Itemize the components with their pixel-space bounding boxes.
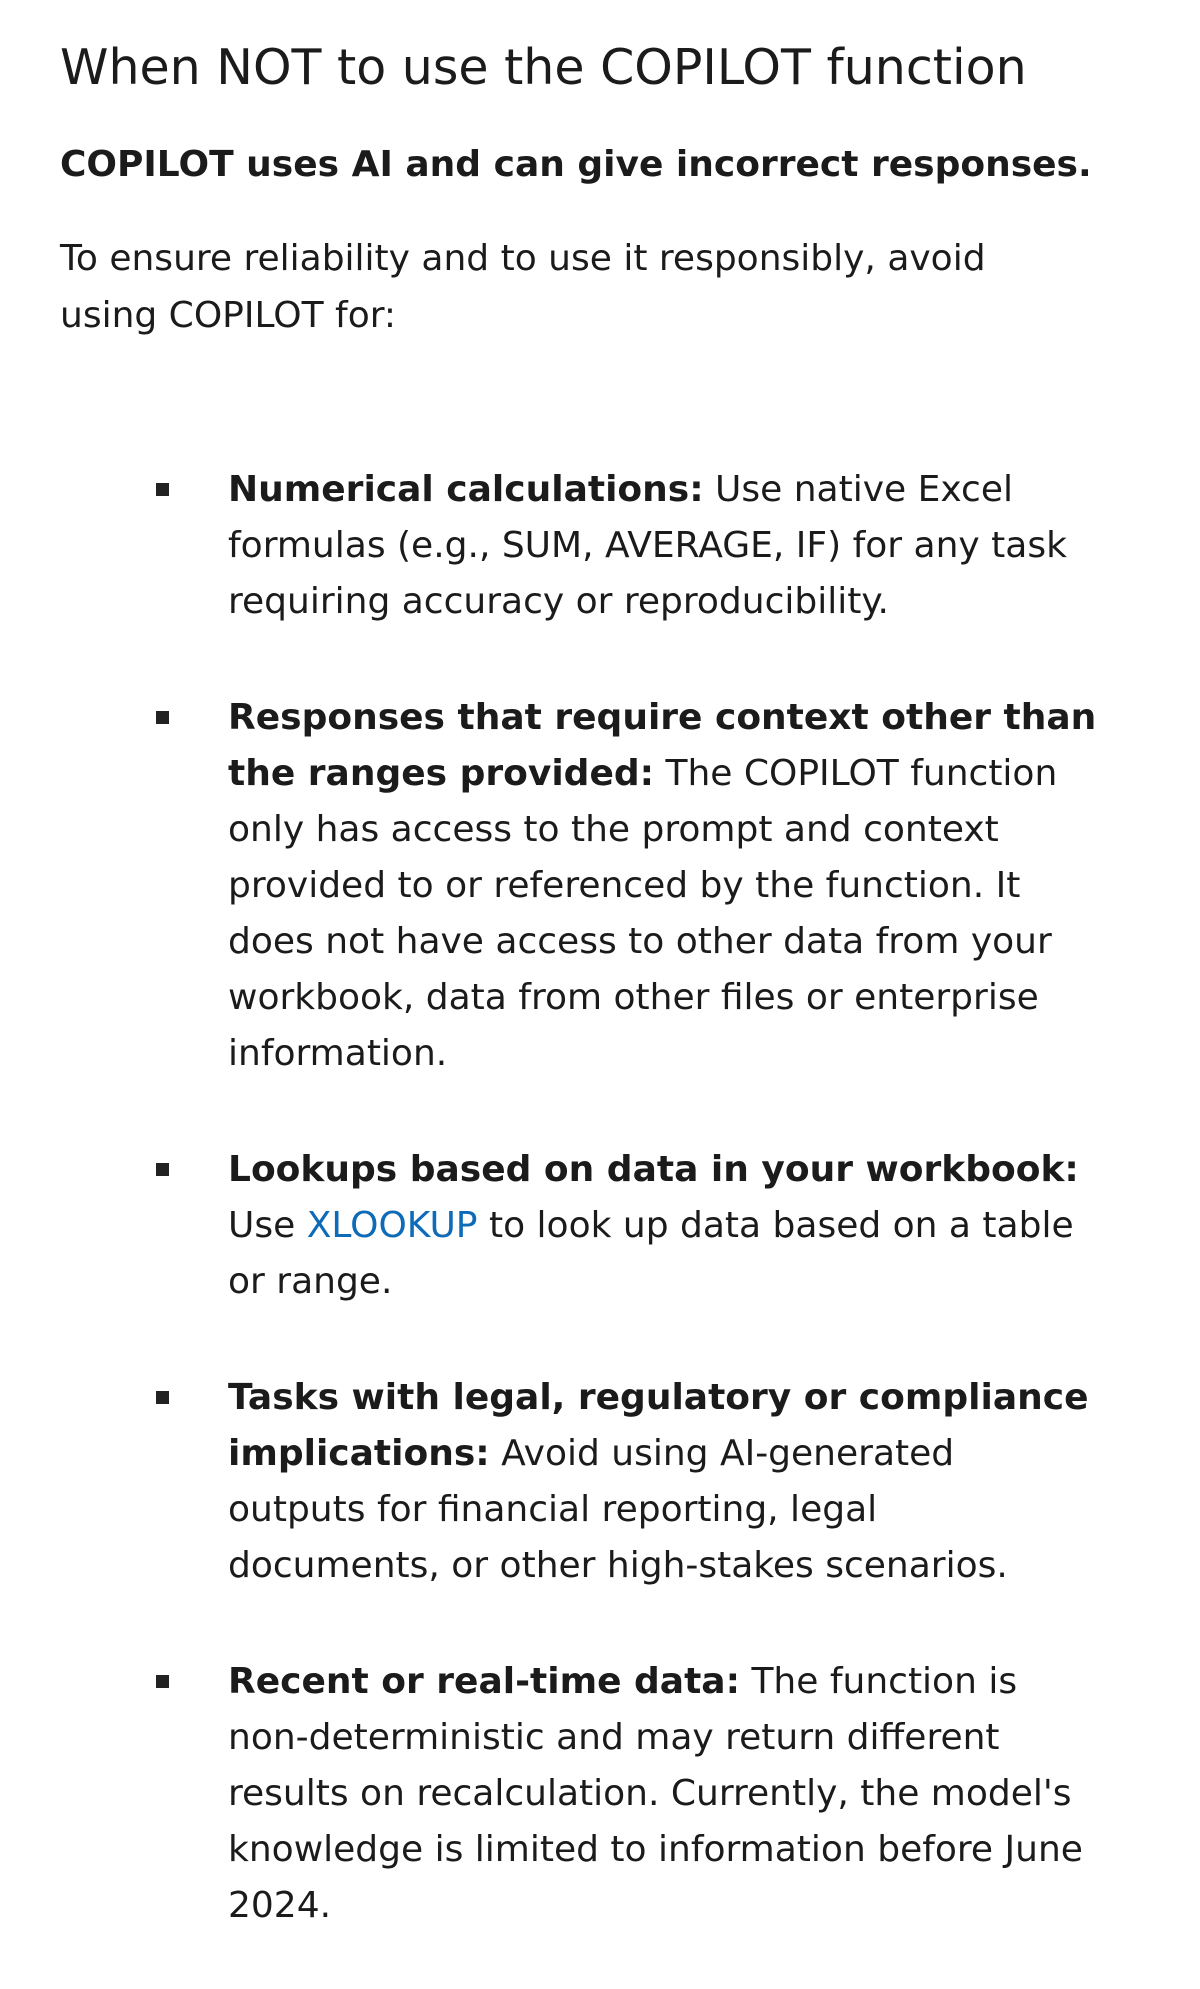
ai-warning: COPILOT uses AI and can give incorrect responses.: [60, 144, 1092, 185]
square-bullet-icon: [156, 1391, 169, 1404]
square-bullet-icon: [156, 1163, 169, 1176]
list-item: [60, 1370, 1140, 1594]
square-bullet-icon: [156, 1675, 169, 1688]
item-text: The COPILOT function only has access to the prompt and context provided to or referenced by the function. It does not have access to other data from your workbook, data from other files or enterprise information.: [228, 753, 1058, 1074]
list-item: [60, 1142, 1140, 1310]
list-item: [60, 1654, 1140, 1934]
item-term: Numerical calculations:: [228, 469, 704, 510]
item-term: Responses that require context other than the ranges provided:: [228, 697, 1097, 794]
xlookup-link[interactable]: XLOOKUP: [306, 1205, 478, 1246]
list-item: [60, 690, 1140, 1082]
avoid-list: [60, 462, 1140, 1934]
item-text-before: Use: [228, 1205, 307, 1246]
item-text: Avoid using AI-generated outputs for financial reporting, legal documents, or other high-stakes scenarios.: [228, 1433, 1008, 1586]
item-text: The function is non-deterministic and may return different results on recalculation. Currently, the model's knowledge is limited to information before June 2024.: [228, 1661, 1083, 1926]
list-item: [60, 462, 1140, 630]
item-text: Use native Excel formulas (e.g., SUM, AVERAGE, IF) for any task requiring accuracy or reproducibility.: [228, 469, 1067, 622]
item-text-after: to look up data based on a table or range.: [228, 1205, 1074, 1302]
intro-paragraph: To ensure reliability and to use it responsibly, avoid using COPILOT for:: [60, 238, 986, 336]
item-term: Tasks with legal, regulatory or compliance implications:: [228, 1377, 1089, 1474]
item-term: Recent or real-time data:: [228, 1661, 740, 1702]
item-term: Lookups based on data in your workbook:: [228, 1149, 1079, 1190]
square-bullet-icon: [156, 483, 169, 496]
page-title: When NOT to use the COPILOT function: [60, 39, 1027, 96]
square-bullet-icon: [156, 711, 169, 724]
